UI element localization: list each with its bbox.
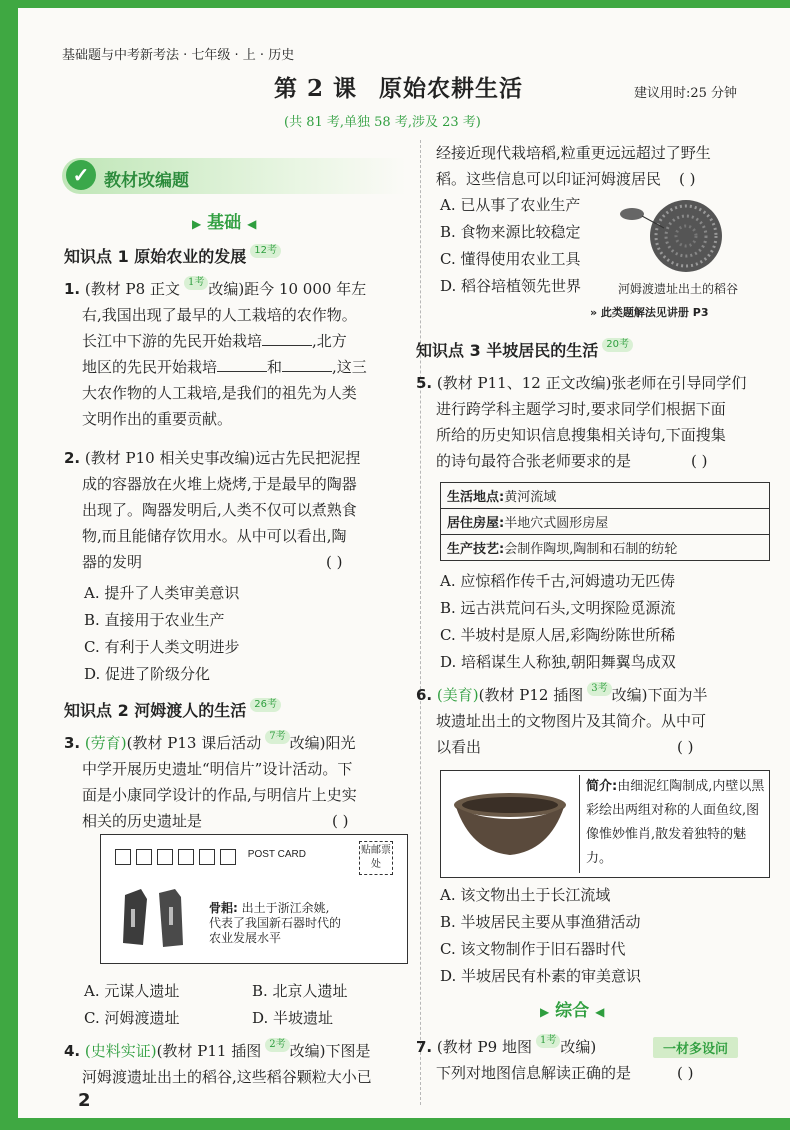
kp1-count-badge: 12考 [250, 244, 281, 258]
q3-option-c[interactable]: C. 河姆渡遗址 [84, 1009, 180, 1027]
q5-line: (教材 P11、12 正文改编)张老师在引导同学们 [436, 374, 747, 392]
q6-option-d[interactable]: D. 半坡居民有朴素的审美意识 [440, 967, 642, 985]
question-1 [64, 276, 367, 432]
question-4-continued [436, 140, 711, 192]
bone-text: 农业发展水平 [209, 931, 282, 945]
answer-blank[interactable] [282, 371, 332, 372]
info-row [441, 483, 769, 509]
bone-text: 代表了我国新石器时代的 [209, 916, 342, 930]
q1-line [64, 328, 367, 354]
q6-option-b[interactable]: B. 半坡居民主要从事渔猎活动 [440, 913, 641, 931]
q2-number: 2. [64, 449, 81, 467]
q1-text: ,北方 [312, 332, 347, 350]
section-basic-label: 基础 [207, 213, 242, 233]
info-table [440, 482, 770, 561]
q5-line [416, 448, 746, 474]
q7-number: 7. [416, 1038, 433, 1056]
q1-source-end: 改编)距今 10 000 年左 [208, 280, 367, 298]
q7-count-badge: 1考 [536, 1034, 560, 1048]
artifact-intro [579, 775, 770, 873]
q4-count-badge: 2考 [265, 1038, 289, 1052]
q7-source: (教材 P9 地图 [436, 1038, 532, 1056]
book-title: 基础题与中考新考法 · 七年级 · 上 · 历史 [62, 48, 295, 63]
question-4 [64, 1038, 372, 1090]
question-7 [416, 1034, 694, 1086]
q3-text: 相关的历史遗址是 [82, 812, 203, 830]
answer-paren[interactable]: ( ) [691, 452, 708, 470]
q4-line [436, 166, 711, 192]
q3-source: (教材 P13 课后活动 [126, 734, 262, 752]
q2-option-b[interactable]: B. 直接用于农业生产 [84, 611, 225, 629]
info-key: 居住房屋: [447, 516, 505, 531]
q6-line: 坡遗址出土的文物图片及其简介。从中可 [436, 712, 707, 730]
q3-option-a[interactable]: A. 元谋人遗址 [84, 982, 180, 1000]
q2-option-d[interactable]: D. 促进了阶级分化 [84, 665, 211, 683]
kp3-count-badge: 20考 [602, 338, 633, 352]
rice-grain-image [616, 192, 736, 278]
exam-stats: (共 81 考,单独 58 考,涉及 23 考) [284, 115, 481, 130]
q1-text: 地区的先民开始栽培 [82, 358, 218, 376]
stamp-box: 贴邮票处 [359, 841, 393, 875]
q2-line: 物,而且能储存饮用水。从中可以看出,陶 [82, 527, 347, 545]
q4-line: 河姆渡遗址出土的稻谷,这些稻谷颗粒大小已 [82, 1068, 372, 1086]
rice-caption: 河姆渡遗址出土的稻谷 [618, 282, 739, 296]
q4-option-b[interactable]: B. 食物来源比较稳定 [440, 223, 581, 241]
artifact-box [440, 770, 770, 878]
q2-option-c[interactable]: C. 有利于人类文明进步 [84, 638, 240, 656]
q3-tag: (劳育) [84, 734, 127, 752]
question-5 [416, 370, 746, 474]
checkmark-icon: ✓ [66, 160, 96, 190]
triangle-right-icon: ▶ [540, 1005, 550, 1019]
q3-line: 面是小康同学设计的作品,与明信片上史实 [82, 786, 357, 804]
page [18, 8, 790, 1118]
q2-option-a[interactable]: A. 提升了人类审美意识 [84, 584, 240, 602]
question-6 [416, 682, 707, 760]
knowledge-point-1 [64, 244, 281, 267]
q1-text: 长江中下游的先民开始栽培 [82, 332, 263, 350]
answer-paren[interactable]: ( ) [679, 170, 696, 188]
q6-option-a[interactable]: A. 该文物出土于长江流域 [440, 886, 611, 904]
q1-text: ,这三 [332, 358, 367, 376]
q1-number: 1. [64, 280, 81, 298]
answer-paren[interactable]: ( ) [332, 812, 349, 830]
q2-line: (教材 P10 相关史事改编)远古先民把泥捏 [84, 449, 361, 467]
q7-source-end: 改编) [560, 1038, 597, 1056]
kp2-count-badge: 26考 [250, 698, 281, 712]
postcard [100, 834, 408, 964]
info-key: 生活地点: [447, 490, 505, 505]
q4-option-a[interactable]: A. 已从事了农业生产 [440, 196, 581, 214]
painted-pottery-basin-image [451, 789, 569, 861]
q5-option-c[interactable]: C. 半坡村是原人居,彩陶纷陈世所稀 [440, 626, 676, 644]
q4-source-end: 改编)下图是 [289, 1042, 371, 1060]
answer-blank[interactable] [217, 371, 267, 372]
q3-number: 3. [64, 734, 81, 752]
q3-line: 中学开展历史遗址“明信片”设计活动。下 [82, 760, 353, 778]
intro-text: 由细泥红陶制成,内壁以黑彩绘出两组对称的人面鱼纹,图像惟妙惟肖,散发着独特的魅力。 [586, 779, 765, 866]
question-2 [64, 445, 360, 575]
q1-text: 和 [267, 358, 283, 376]
postcard-label: POST CARD [247, 849, 306, 860]
q6-line [416, 734, 707, 760]
q4-number: 4. [64, 1042, 81, 1060]
q6-number: 6. [416, 686, 433, 704]
q3-line [64, 808, 357, 834]
q2-line [64, 549, 360, 575]
info-key: 生产技艺: [447, 542, 505, 557]
q3-count-badge: 7考 [265, 730, 289, 744]
q5-option-d[interactable]: D. 培稻谋生人称独,朝阳舞翼鸟成双 [440, 653, 676, 671]
q4-line: 经接近现代栽培稻,粒重更远远超过了野生 [436, 144, 711, 162]
q1-count-badge: 1考 [184, 276, 208, 290]
q3-option-b[interactable]: B. 北京人遗址 [252, 982, 348, 1000]
info-value: 会制作陶坝,陶制和石制的纺轮 [504, 542, 678, 557]
bone-title: 骨耜: [209, 901, 238, 915]
q6-text: 以看出 [436, 738, 482, 756]
kp2-label: 知识点 2 河姆渡人的生活 [64, 701, 247, 720]
q5-line: 进行跨学科主题学习时,要求同学们根据下面 [436, 400, 726, 418]
q5-option-a[interactable]: A. 应惊稻作传千古,河姆遗功无匹俦 [440, 572, 676, 590]
q4-option-d[interactable]: D. 稻谷培植领先世界 [440, 277, 582, 295]
knowledge-point-3 [416, 338, 633, 361]
lesson-number: 第 2 课 [274, 75, 358, 102]
q3-source-end: 改编)阳光 [289, 734, 356, 752]
info-value: 半地穴式圆形房屋 [504, 516, 609, 531]
q6-count-badge: 3考 [587, 682, 611, 696]
q6-tag: (美育) [436, 686, 479, 704]
q1-line: 右,我国出现了最早的人工栽培的农作物。 [82, 306, 357, 324]
q2-line: 出现了。陶器发明后,人类不仅可以煮熟食 [82, 501, 357, 519]
answer-paren[interactable]: ( ) [677, 738, 694, 756]
answer-paren[interactable]: ( ) [677, 1064, 694, 1082]
bone-description [209, 901, 341, 946]
info-row [441, 535, 769, 560]
postcode-boxes [115, 849, 306, 868]
bone-text: 出土于浙江余姚, [241, 901, 330, 915]
q6-source: (教材 P12 插图 [478, 686, 584, 704]
column-divider [420, 140, 421, 1105]
multi-question-tag: 一材多设问 [653, 1037, 738, 1058]
kp3-label: 知识点 3 半坡居民的生活 [416, 341, 599, 360]
triangle-left-icon: ◀ [247, 217, 257, 231]
q6-option-c[interactable]: C. 该文物制作于旧石器时代 [440, 940, 626, 958]
time-suggestion: 建议用时:25 分钟 [634, 86, 738, 101]
lesson-name: 原始农耕生活 [379, 75, 524, 102]
q5-option-b[interactable]: B. 远古洪荒问石头,文明探险觅源流 [440, 599, 676, 617]
info-row [441, 509, 769, 535]
answer-blank[interactable] [262, 345, 312, 346]
q7-line [416, 1060, 694, 1086]
solution-reference[interactable]: » 此类题解法见讲册 P3 [590, 306, 709, 319]
section-comprehensive-label: 综合 [555, 1001, 590, 1021]
q3-option-d[interactable]: D. 半坡遗址 [252, 1009, 334, 1027]
q1-line: 大农作物的人工栽培,是我们的祖先为人类 [82, 384, 357, 402]
q4-text: 稻。这些信息可以印证河姆渡居民 [436, 170, 662, 188]
q1-line [64, 354, 367, 380]
triangle-left-icon: ◀ [595, 1005, 605, 1019]
q4-option-c[interactable]: C. 懂得使用农业工具 [440, 250, 581, 268]
q7-text: 下列对地图信息解读正确的是 [436, 1064, 632, 1082]
knowledge-point-2 [64, 698, 281, 721]
q1-line: 文明作出的重要贡献。 [82, 410, 233, 428]
section-basic [192, 208, 256, 233]
section-comprehensive [540, 996, 604, 1021]
banner-title: 教材改编题 [104, 171, 189, 191]
q5-line: 所给的历史知识信息搜集相关诗句,下面搜集 [436, 426, 726, 444]
answer-paren[interactable]: ( ) [326, 553, 343, 571]
q2-line: 成的容器放在火堆上烧烤,于是最早的陶器 [82, 475, 357, 493]
q2-text: 器的发明 [82, 553, 143, 571]
bone-spade-image [119, 885, 191, 951]
page-number: 2 [78, 1090, 91, 1111]
intro-title: 简介: [586, 779, 618, 794]
q5-number: 5. [416, 374, 433, 392]
q4-source: (教材 P11 插图 [156, 1042, 262, 1060]
kp1-label: 知识点 1 原始农业的发展 [64, 247, 247, 266]
info-value: 黄河流域 [504, 490, 557, 505]
lesson-title [274, 70, 523, 103]
q4-tag: (史料实证) [84, 1042, 157, 1060]
triangle-right-icon: ▶ [192, 217, 202, 231]
q6-source-end: 改编)下面为半 [611, 686, 708, 704]
q5-text: 的诗句最符合张老师要求的是 [436, 452, 632, 470]
q1-source: (教材 P8 正文 [84, 280, 180, 298]
question-3 [64, 730, 357, 834]
